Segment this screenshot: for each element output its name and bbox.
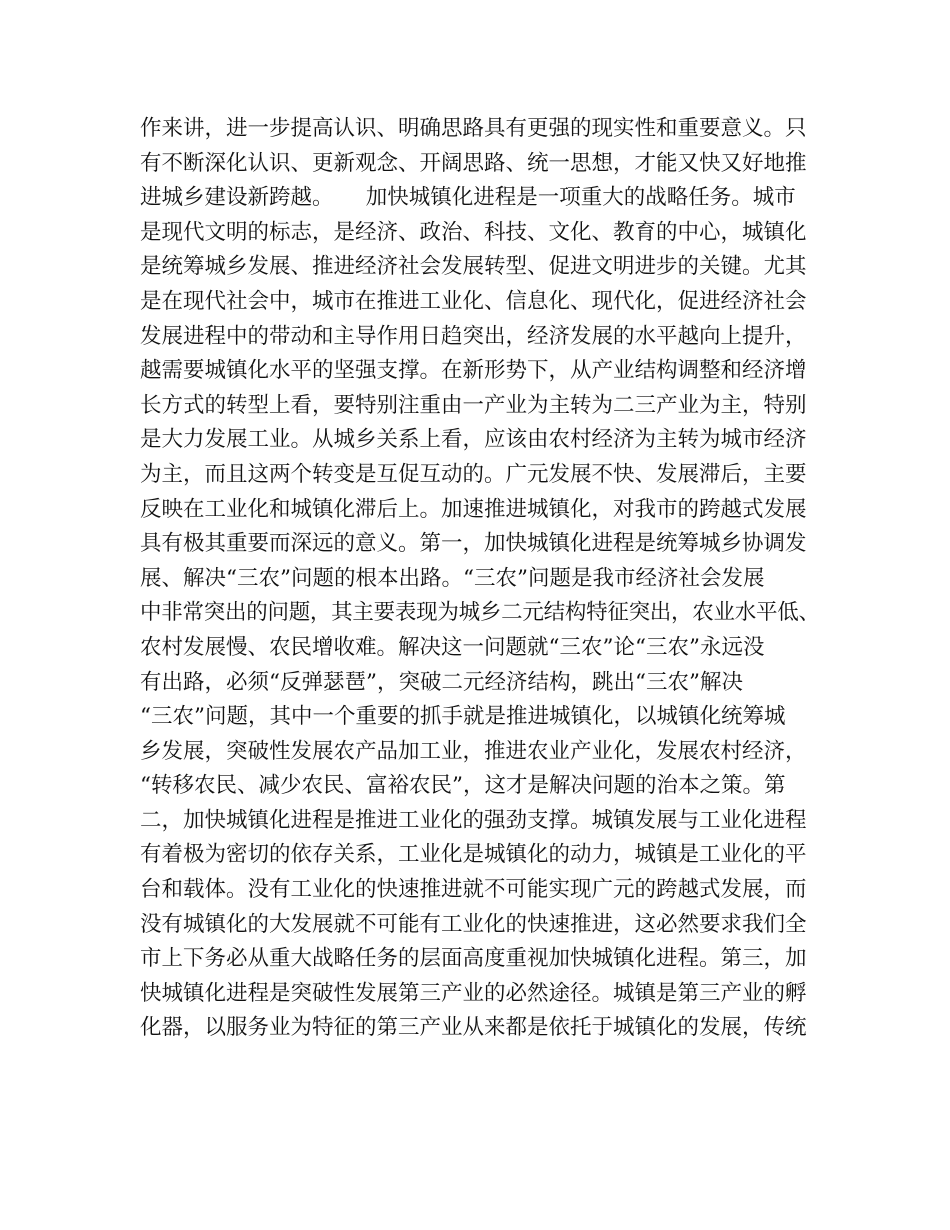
text-line: 发展进程中的带动和主导作用日趋突出，经济发展的水平越向上提升， xyxy=(140,323,807,349)
text-line: 农村发展慢、农民增收难。解决这一问题就“三农”论“三农”永远没 xyxy=(140,634,765,660)
text-line: 展、解决“三农”问题的根本出路。“三农”问题是我市经济社会发展 xyxy=(140,565,765,591)
text-line: “转移农民、减少农民、富裕农民”，这才是解决问题的治本之策。第 xyxy=(140,773,786,799)
text-line: 有着极为密切的依存关系，工业化是城镇化的动力，城镇是工业化的平 xyxy=(140,842,807,868)
text-line: 是统筹城乡发展、推进经济社会发展转型、促进文明进步的关键。尤其 xyxy=(140,254,807,280)
text-line: 二，加快城镇化进程是推进工业化的强劲支撑。城镇发展与工业化进程 xyxy=(140,807,807,833)
text-line: 具有极其重要而深远的意义。第一，加快城镇化进程是统筹城乡协调发 xyxy=(140,531,807,557)
text-line: “三农”问题，其中一个重要的抓手就是推进城镇化，以城镇化统筹城 xyxy=(140,704,786,730)
text-line: 反映在工业化和城镇化滞后上。加速推进城镇化，对我市的跨越式发展 xyxy=(140,496,807,522)
text-line: 有不断深化认识、更新观念、开阔思路、统一思想，才能又快又好地推 xyxy=(140,150,807,176)
text-line: 市上下务必从重大战略任务的层面高度重视加快城镇化进程。第三，加 xyxy=(140,946,807,972)
text-line: 是在现代社会中，城市在推进工业化、信息化、现代化，促进经济社会 xyxy=(140,288,807,314)
text-line: 作来讲，进一步提高认识、明确思路具有更强的现实性和重要意义。只 xyxy=(140,116,807,141)
text-line: 有出路，必须“反弹瑟琶”，突破二元经济结构，跳出“三农”解决 xyxy=(140,669,743,695)
text-line: 是大力发展工业。从城乡关系上看，应该由农村经济为主转为城市经济 xyxy=(140,427,807,453)
text-line: 为主，而且这两个转变是互促互动的。广元发展不快、发展滞后，主要 xyxy=(140,461,807,487)
text-line: 台和载体。没有工业化的快速推进就不可能实现广元的跨越式发展，而 xyxy=(140,877,807,903)
text-line: 是现代文明的标志，是经济、政治、科技、文化、教育的中心，城镇化 xyxy=(140,219,807,245)
text-line: 化器，以服务业为特征的第三产业从来都是依托于城镇化的发展，传统 xyxy=(140,1015,807,1041)
text-line: 没有城镇化的大发展就不可能有工业化的快速推进，这必然要求我们全 xyxy=(140,911,807,937)
text-line: 乡发展，突破性发展农产品加工业，推进农业产业化，发展农村经济， xyxy=(140,738,807,764)
body-text xyxy=(140,112,820,1046)
text-line: 中非常突出的问题，其主要表现为城乡二元结构特征突出，农业水平低、 xyxy=(140,600,820,626)
text-line: 快城镇化进程是突破性发展第三产业的必然途径。城镇是第三产业的孵 xyxy=(140,980,807,1006)
text-line: 进城乡建设新跨越。 加快城镇化进程是一项重大的战略任务。城市 xyxy=(140,185,796,211)
text-line: 长方式的转型上看，要特别注重由一产业为主转为二三产业为主，特别 xyxy=(140,392,807,418)
text-line: 越需要城镇化水平的坚强支撑。在新形势下，从产业结构调整和经济增 xyxy=(140,358,807,384)
